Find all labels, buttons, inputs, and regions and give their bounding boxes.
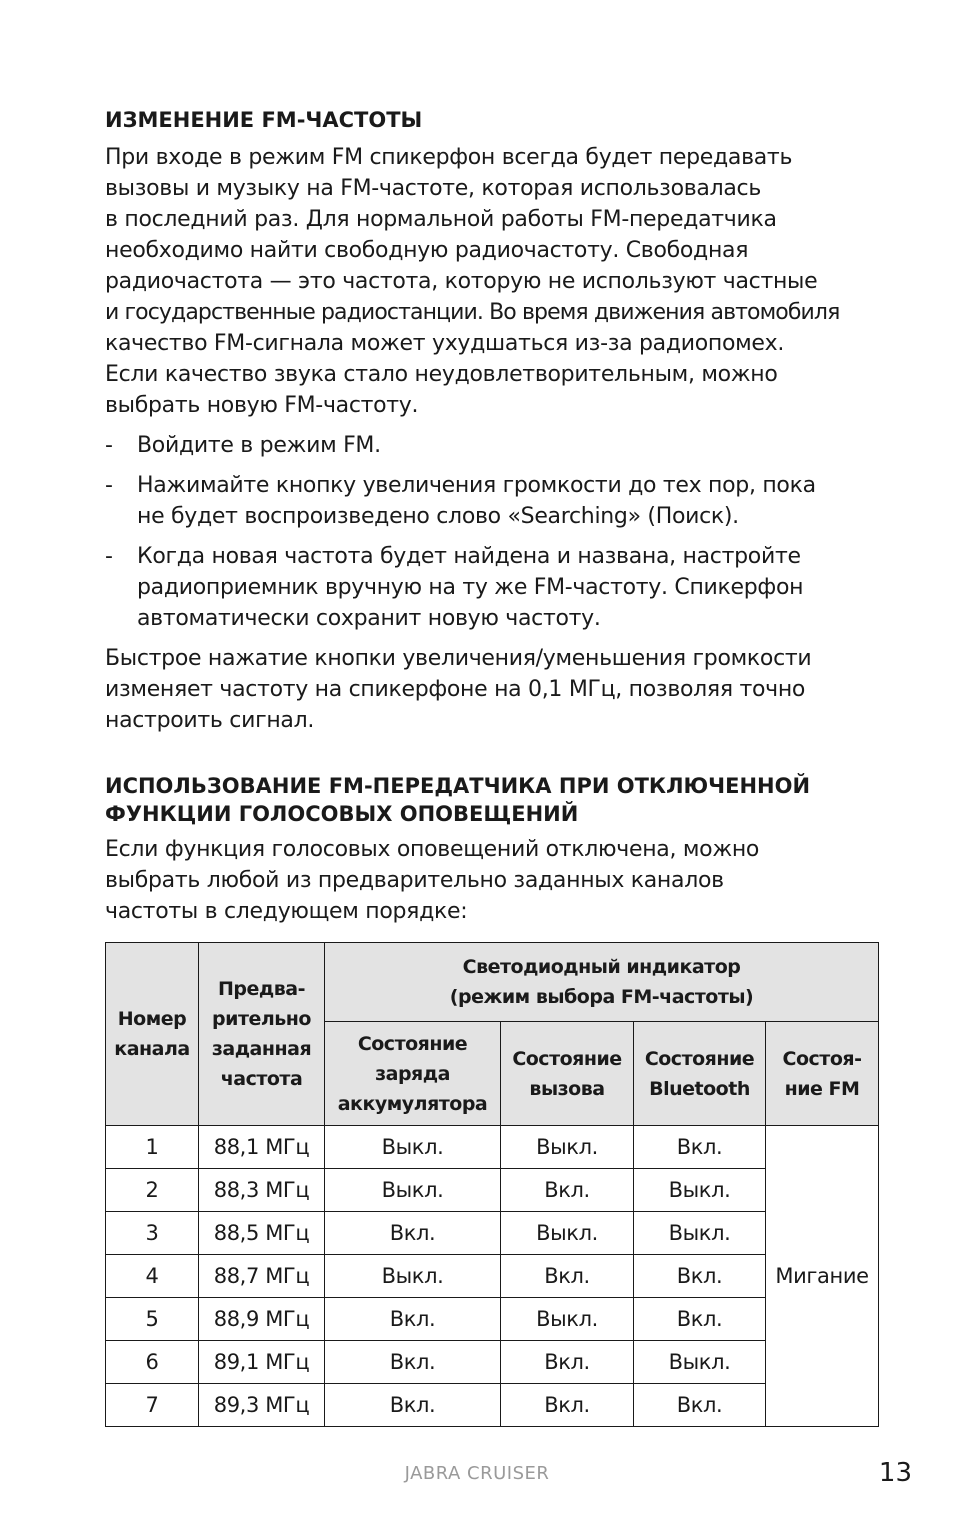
table-row xyxy=(106,1212,879,1255)
fm-channel-table xyxy=(105,942,879,1427)
header-battery-state: Состояние заряда аккумулятора xyxy=(325,1022,501,1126)
cell-channel: 6 xyxy=(106,1341,199,1384)
cell-battery: Вкл. xyxy=(325,1341,501,1384)
cell-fm-state-blinking: Мигание xyxy=(766,1126,879,1427)
page-number: 13 xyxy=(878,1458,912,1488)
table-row xyxy=(106,1384,879,1427)
cell-frequency: 88,1 МГц xyxy=(199,1126,325,1169)
cell-battery: Выкл. xyxy=(325,1255,501,1298)
paragraph-preset-channels: Если функция голосовых оповещений отключена, можно выбрать любой из предварительно заданных каналов частоты в следующем порядке: xyxy=(105,837,760,924)
header-preset-frequency: Предва- рительно заданная частота xyxy=(199,943,325,1126)
cell-battery: Вкл. xyxy=(325,1212,501,1255)
header-led-indicator: Светодиодный индикатор (режим выбора FM-частоты) xyxy=(325,943,879,1022)
cell-bluetooth: Вкл. xyxy=(634,1255,766,1298)
footer-product-name: JABRA CRUISER xyxy=(404,1463,550,1484)
cell-bluetooth: Выкл. xyxy=(634,1212,766,1255)
table-row xyxy=(106,1169,879,1212)
cell-bluetooth: Вкл. xyxy=(634,1298,766,1341)
page-content xyxy=(105,100,878,927)
cell-frequency: 88,7 МГц xyxy=(199,1255,325,1298)
cell-bluetooth: Вкл. xyxy=(634,1384,766,1427)
header-call-state: Состояние вызова xyxy=(501,1022,634,1126)
cell-frequency: 88,5 МГц xyxy=(199,1212,325,1255)
steps-list xyxy=(105,430,878,634)
table-row xyxy=(106,1126,879,1169)
cell-battery: Выкл. xyxy=(325,1126,501,1169)
list-item: - Войдите в режим FM. xyxy=(105,433,381,458)
cell-channel: 7 xyxy=(106,1384,199,1427)
cell-channel: 4 xyxy=(106,1255,199,1298)
table-row xyxy=(106,1341,879,1384)
cell-channel: 3 xyxy=(106,1212,199,1255)
cell-frequency: 89,3 МГц xyxy=(199,1384,325,1427)
cell-channel: 5 xyxy=(106,1298,199,1341)
cell-bluetooth: Вкл. xyxy=(634,1126,766,1169)
cell-bluetooth: Выкл. xyxy=(634,1341,766,1384)
table-row xyxy=(106,1255,879,1298)
cell-channel: 2 xyxy=(106,1169,199,1212)
cell-battery: Вкл. xyxy=(325,1298,501,1341)
header-channel-number: Номер канала xyxy=(106,943,199,1126)
header-fm-state: Состоя- ние FM xyxy=(766,1022,879,1126)
cell-call: Вкл. xyxy=(501,1255,634,1298)
cell-call: Вкл. xyxy=(501,1384,634,1427)
paragraph-fine-tuning: Быстрое нажатие кнопки увеличения/уменьшения громкости изменяет частоту на спикерфоне на 0,1 МГц, позволяя точно настроить сигнал. xyxy=(105,646,812,733)
cell-call: Выкл. xyxy=(501,1298,634,1341)
section-heading-fm-no-voice: ИСПОЛЬЗОВАНИЕ FM-ПЕРЕДАТЧИКА ПРИ ОТКЛЮЧЕННОЙ ФУНКЦИИ ГОЛОСОВЫХ ОПОВЕЩЕНИЙ xyxy=(105,774,811,826)
cell-call: Выкл. xyxy=(501,1126,634,1169)
cell-bluetooth: Выкл. xyxy=(634,1169,766,1212)
cell-call: Вкл. xyxy=(501,1169,634,1212)
section-heading-fm-frequency: ИЗМЕНЕНИЕ FM-ЧАСТОТЫ xyxy=(105,108,423,132)
cell-battery: Выкл. xyxy=(325,1169,501,1212)
cell-frequency: 89,1 МГц xyxy=(199,1341,325,1384)
list-item: - Когда новая частота будет найдена и названа, настройте радиоприемник вручную на ту же FM-частоту. Спикерфон автоматически сохранит новую частоту. xyxy=(105,544,804,631)
list-item: - Нажимайте кнопку увеличения громкости до тех пор, пока не будет воспроизведено слово «Searching» (Поиск). xyxy=(105,473,816,529)
cell-channel: 1 xyxy=(106,1126,199,1169)
cell-frequency: 88,9 МГц xyxy=(199,1298,325,1341)
paragraph-fm-intro: При входе в режим FM спикерфон всегда будет передавать вызовы и музыку на FM-частоте, которая использовалась в последний раз. Для нормальной работы FM-передатчика необходимо найти свободную радиочастоту. Свободная радиочастота — это частота, которую не используют частные и государственные радиостанции. Во время движения автомобиля качество FM-сигнала может ухудшаться из-за радиопомех. Если качество звука стало неудовлетворительным, можно выбрать новую FM-частоту. xyxy=(105,145,840,418)
cell-frequency: 88,3 МГц xyxy=(199,1169,325,1212)
cell-call: Вкл. xyxy=(501,1341,634,1384)
cell-battery: Вкл. xyxy=(325,1384,501,1427)
header-bluetooth-state: Состояние Bluetooth xyxy=(634,1022,766,1126)
table-row xyxy=(106,1298,879,1341)
cell-call: Выкл. xyxy=(501,1212,634,1255)
